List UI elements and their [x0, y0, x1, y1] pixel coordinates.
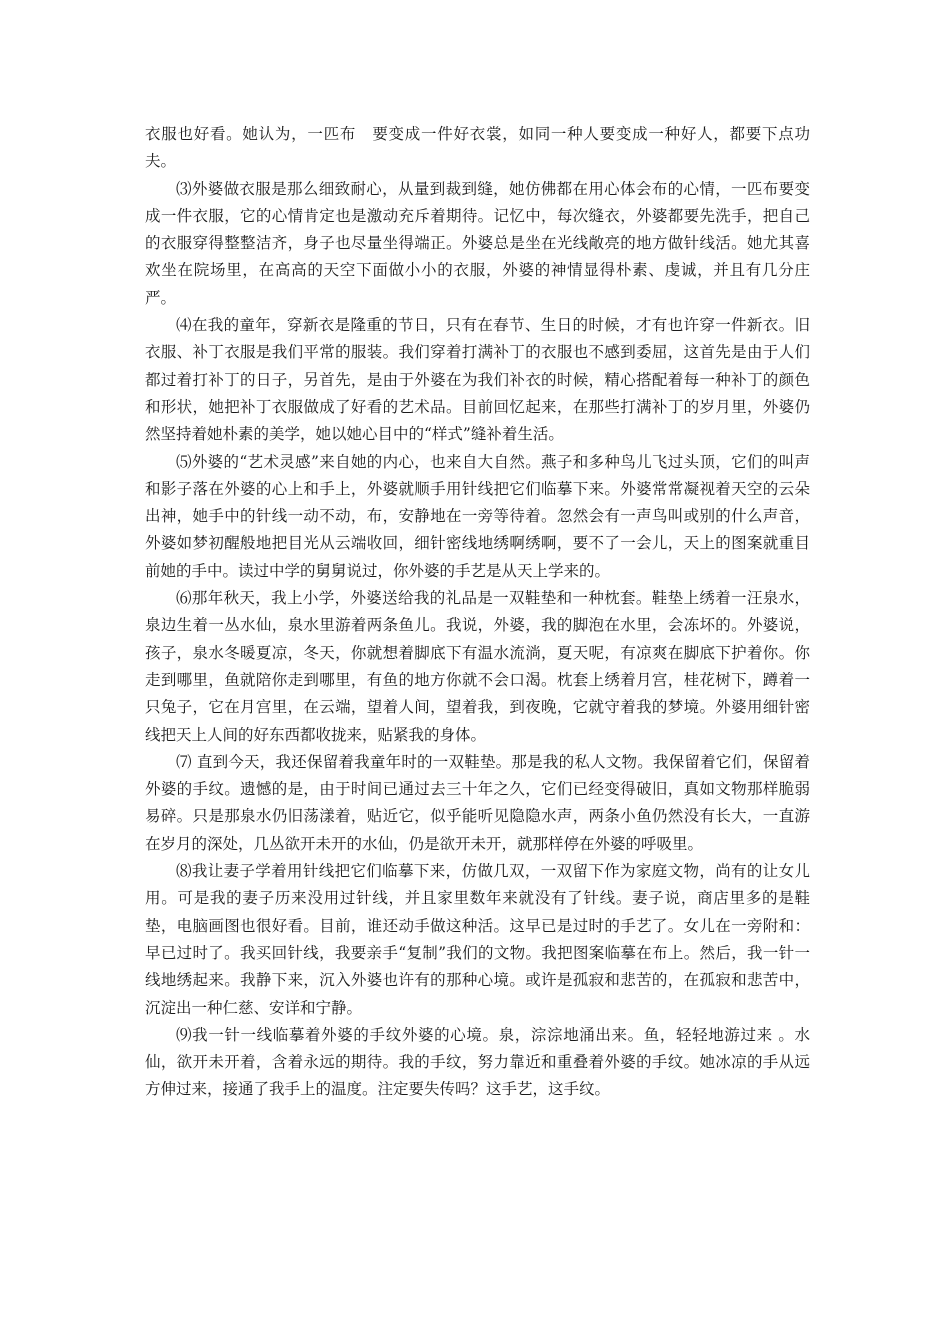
paragraph-9: ⑼我一针一线临摹着外婆的手纹外婆的心境。泉，淙淙地涌出来。鱼，轻轻地游过来 。水仙，欲开未开着，含着永远的期待。我的手纹，努力靠近和重叠着外婆的手纹。她冰凉的手从远方伸过来，接通了我手上的温度。注定要失传吗？这手艺，这手纹。 [145, 1025, 810, 1099]
paragraph-3: ⑶外婆做衣服是那么细致耐心，从量到裁到缝，她仿佛都在用心体会布的心情，一匹布要变成一件衣服，它的心情肯定也是激动充斥着期待。记忆中，每次缝衣，外婆都要先洗手，把自己的衣服穿得整整洁齐，身子也尽量坐得端正。外婆总是坐在光线敞亮的地方做针线活。她尤其喜欢坐在院场里，在高高的天空下面做小小的衣服，外婆的神情显得朴素、虔诚，并且有几分庄严。 [145, 179, 810, 307]
paragraph-continued: 衣服也好看。她认为，一匹布 要变成一件好衣裳，如同一种人要变成一种好人，都要下点功夫。 [145, 125, 810, 171]
paragraph-8: ⑻我让妻子学着用针线把它们临摹下来，仿做几双，一双留下作为家庭文物，尚有的让女儿用。可是我的妻子历来没用过针线，并且家里数年来就没有了针线。妻子说，商店里多的是鞋垫，电脑画图也很好看。目前，谁还动手做这种活。这早已是过时的手艺了。女儿在一旁附和：早已过时了。我买回针线，我要亲手“复制”我们的文物。我把图案临摹在布上。然后，我一针一线地绣起来。我静下来，沉入外婆也许有的那种心境。或许是孤寂和悲苦的，在孤寂和悲苦中，沉淀出一种仁慈、安详和宁静。 [145, 862, 810, 1017]
paragraph-4: ⑷在我的童年，穿新衣是隆重的节日，只有在春节、生日的时候，才有也许穿一件新衣。旧衣服、补丁衣服是我们平常的服装。我们穿着打满补丁的衣服也不感到委屈，这首先是由于人们都过着打补丁的日子，另首先，是由于外婆在为我们补衣的时候，精心搭配着每一种补丁的颜色和形状，她把补丁衣服做成了好看的艺术品。目前回忆起来，在那些打满补丁的岁月里，外婆仍然坚持着她朴素的美学，她以她心目中的“样式”缝补着生活。 [145, 316, 810, 444]
document-body [145, 121, 810, 1104]
paragraph-7: ⑺ 直到今天，我还保留着我童年时的一双鞋垫。那是我的私人文物。我保留着它们，保留着外婆的手纹。遗憾的是，由于时间已通过去三十年之久，它们已经变得破旧，真如文物那样脆弱易碎。只是那泉水仍旧荡漾着，贴近它，似乎能听见隐隐水声，两条小鱼仍然没有长大，一直游在岁月的深处，几丛欲开未开的水仙，仍是欲开未开，就那样停在外婆的呼吸里。 [145, 752, 810, 853]
paragraph-6: ⑹那年秋天，我上小学，外婆送给我的礼品是一双鞋垫和一种枕套。鞋垫上绣着一汪泉水，泉边生着一丛水仙，泉水里游着两条鱼儿。我说，外婆，我的脚泡在水里，会冻坏的。外婆说，孩子，泉水冬暖夏凉，冬天，你就想着脚底下有温水流淌，夏天呢，有凉爽在脚底下护着你。你走到哪里，鱼就陪你走到哪里，有鱼的地方你就不会口渴。枕套上绣着月宫，桂花树下，蹲着一只兔子，它在月宫里，在云端，望着人间，望着我，到夜晚，它就守着我的梦境。外婆用细针密线把天上人间的好东西都收拢来，贴紧我的身体。 [145, 589, 810, 744]
paragraph-5: ⑸外婆的“艺术灵感”来自她的内心，也来自大自然。燕子和多种鸟儿飞过头顶，它们的叫声和影子落在外婆的心上和手上，外婆就顺手用针线把它们临摹下来。外婆常常凝视着天空的云朵出神，她手中的针线一动不动，布，安静地在一旁等待着。忽然会有一声鸟叫或别的什么声音，外婆如梦初醒般地把目光从云端收回，细针密线地绣啊绣啊，要不了一会儿，天上的图案就重目前她的手中。读过中学的舅舅说过，你外婆的手艺是从天上学来的。 [145, 452, 810, 580]
